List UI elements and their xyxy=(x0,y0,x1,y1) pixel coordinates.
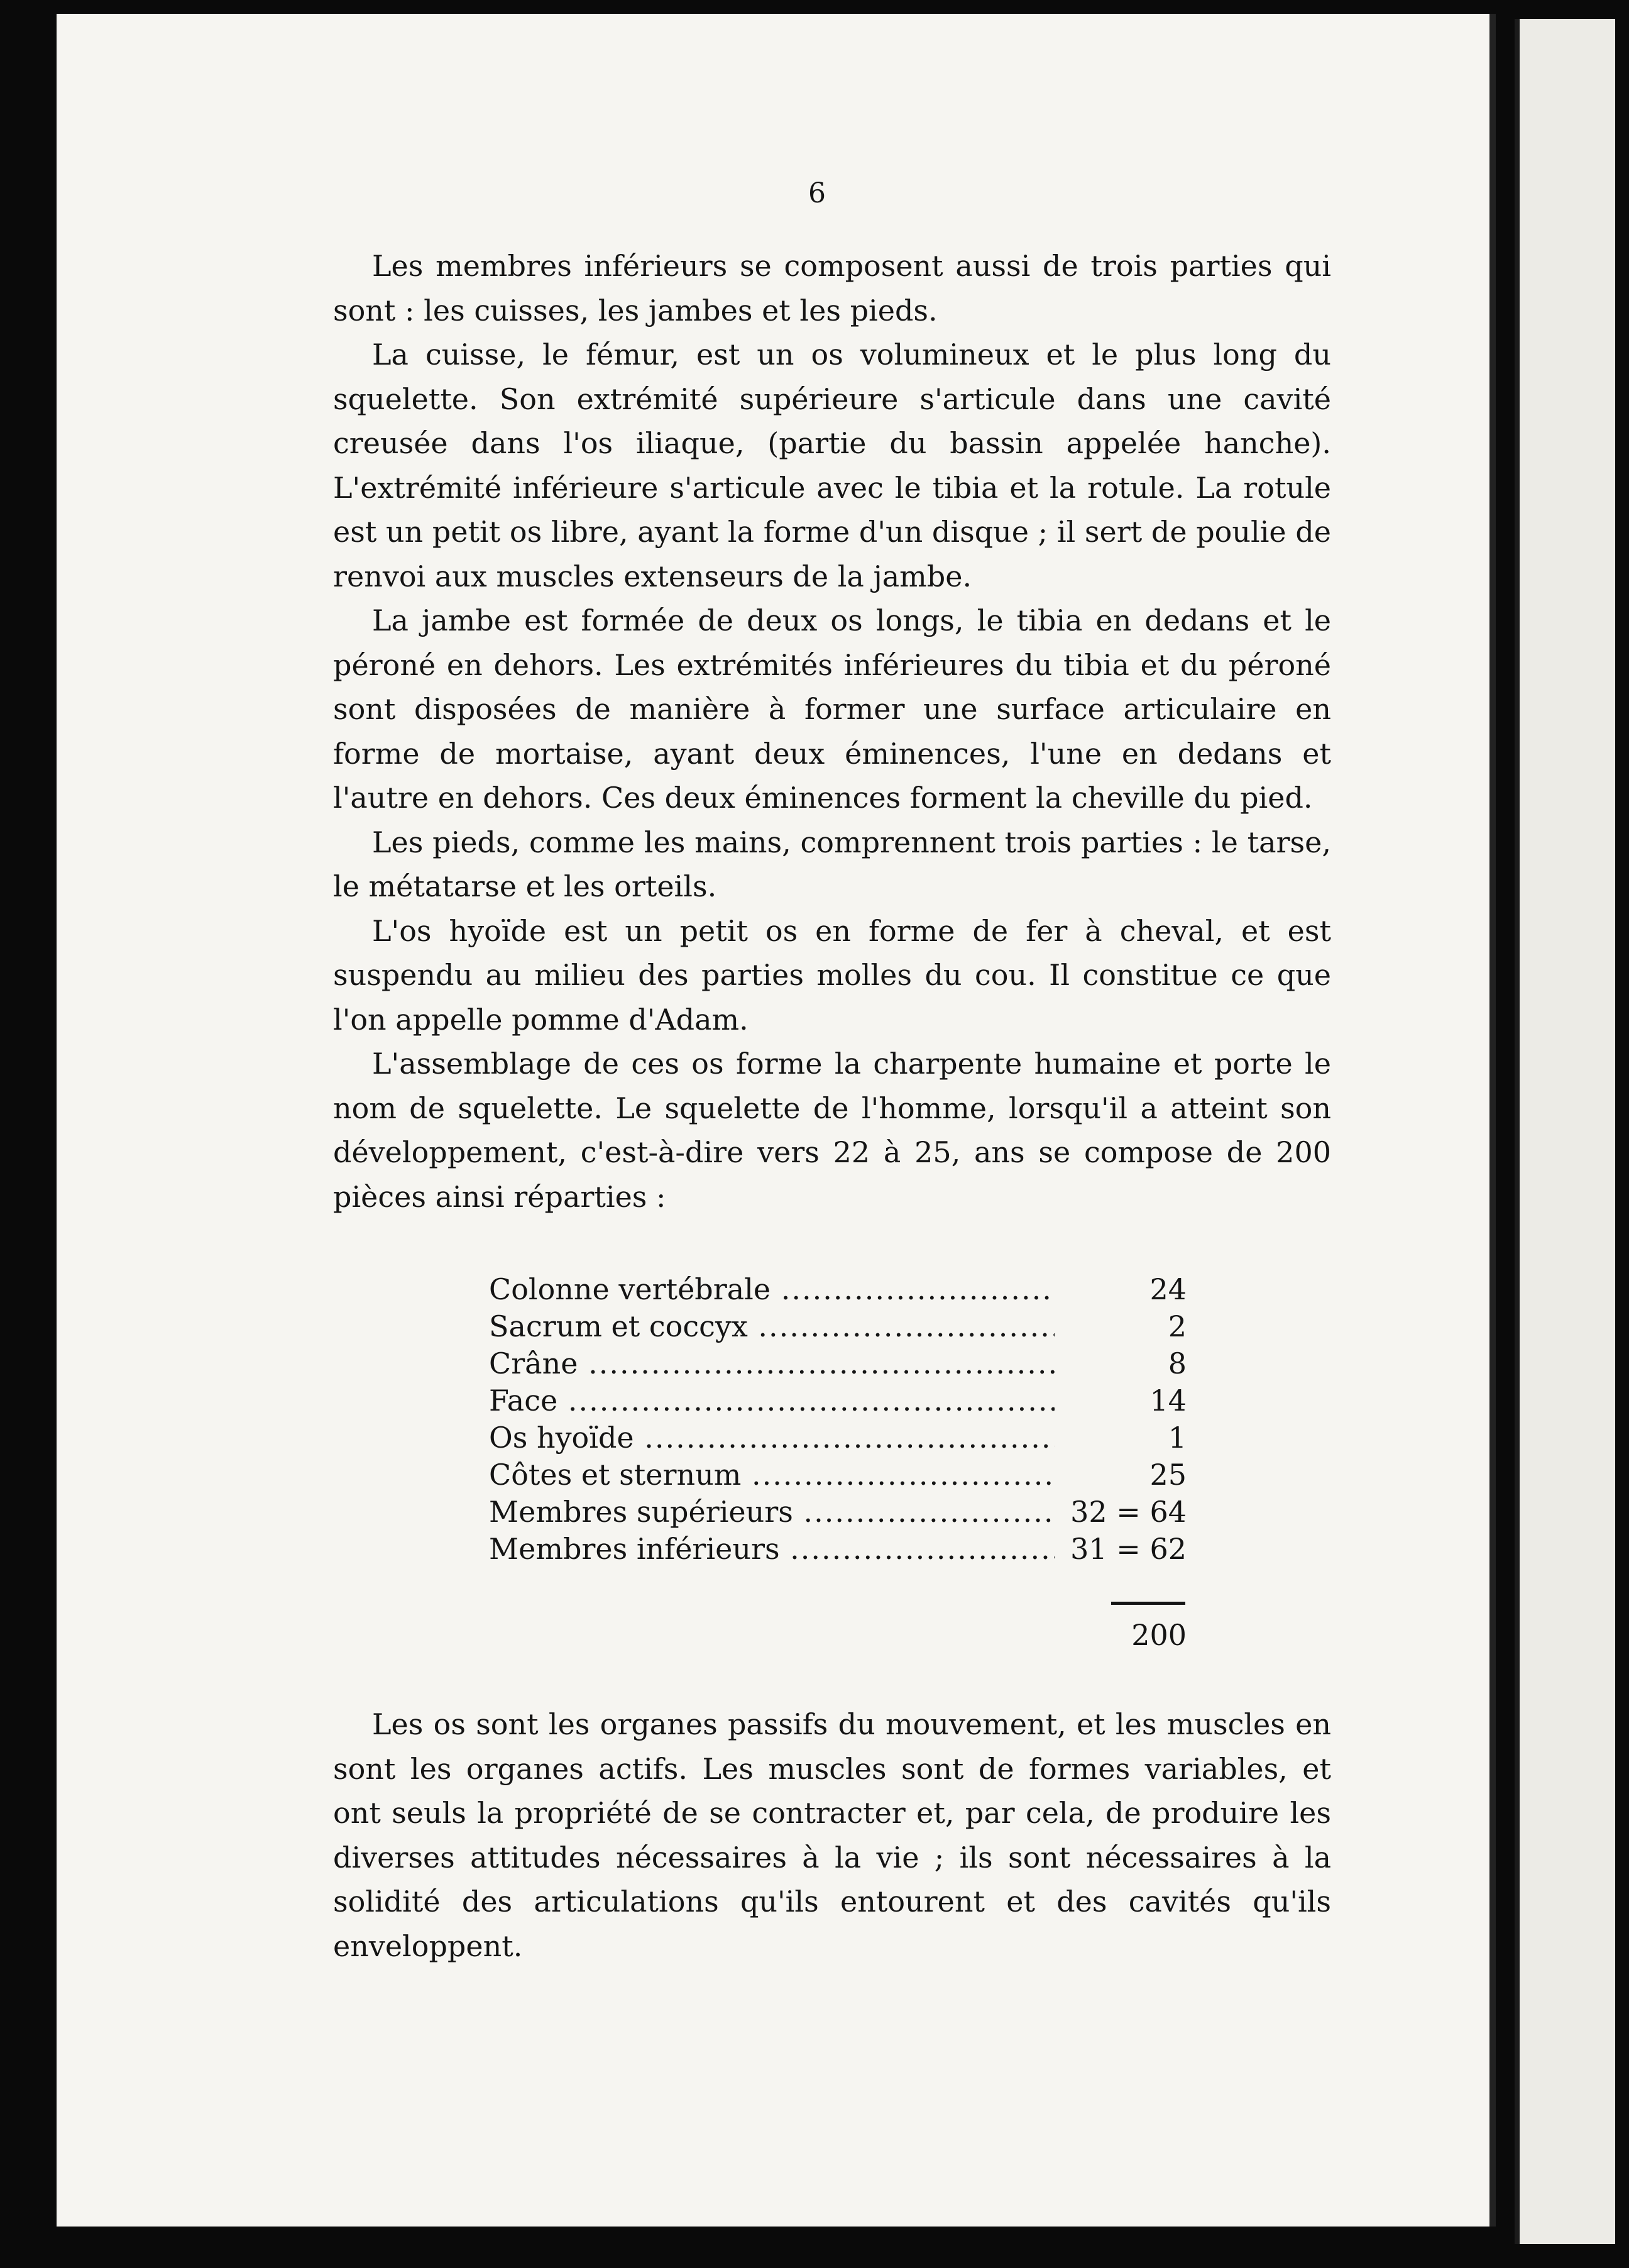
leader-dots xyxy=(557,1384,1055,1418)
body-text xyxy=(333,244,1331,1219)
bone-name: Membres supérieurs xyxy=(489,1495,793,1529)
table-row xyxy=(489,1531,1187,1568)
bone-name: Crâne xyxy=(489,1346,578,1380)
paragraph-feet: Les pieds, comme les mains, comprennent trois parties : le tarse, le métatarse et les orteils. xyxy=(333,825,1331,903)
bone-name: Os hyoïde xyxy=(489,1421,634,1455)
table-row xyxy=(489,1308,1187,1345)
bone-count: 24 xyxy=(1149,1272,1187,1306)
adjacent-page-edge xyxy=(1515,19,1615,2244)
leader-dots xyxy=(780,1532,1055,1566)
bone-count: 8 xyxy=(1168,1346,1187,1380)
paragraph-muscles: Les os sont les organes passifs du mouvement, et les muscles en sont les organes actifs. Les muscles sont de formes variables, et ont seuls la propriété de se contracter et, par cela, de produire les diverses attitudes nécessaires à la vie ; ils sont nécessaires à la solidité des articulations qu'ils entourent et des cavités qu'ils enveloppent. xyxy=(333,1707,1331,1963)
page-number: 6 xyxy=(808,177,826,209)
paragraph-thigh: La cuisse, le fémur, est un os volumineux et le plus long du squelette. Son extrémité supérieure s'articule dans une cavité creusée dans l'os iliaque, (partie du bassin appelée hanche). L'extrémité inférieure s'articule avec le tibia et la rotule. La rotule est un petit os libre, ayant la forme d'un disque ; il sert de poulie de renvoi aux muscles extenseurs de la jambe. xyxy=(333,338,1331,593)
leader-dots xyxy=(771,1272,1055,1306)
leader-dots xyxy=(748,1309,1055,1343)
total-rule xyxy=(1111,1602,1185,1605)
bone-name: Face xyxy=(489,1384,558,1418)
bone-count: 31 = 62 xyxy=(1070,1532,1187,1566)
bone-count: 14 xyxy=(1149,1384,1187,1418)
leader-dots xyxy=(634,1421,1055,1455)
table-row xyxy=(489,1419,1187,1456)
leader-dots xyxy=(793,1495,1055,1529)
bone-name: Colonne vertébrale xyxy=(489,1272,771,1306)
leader-dots xyxy=(741,1458,1055,1492)
bone-count-table xyxy=(489,1271,1187,1568)
bone-count: 25 xyxy=(1149,1458,1187,1492)
bone-name: Membres inférieurs xyxy=(489,1532,780,1566)
table-row xyxy=(489,1382,1187,1419)
table-row xyxy=(489,1456,1187,1494)
bone-count: 32 = 64 xyxy=(1070,1495,1187,1529)
paragraph-hyoid: L'os hyoïde est un petit os en forme de fer à cheval, et est suspendu au milieu des parties molles du cou. Il constitue ce que l'on appelle pomme d'Adam. xyxy=(333,913,1331,1037)
paragraph-skeleton: L'assemblage de ces os forme la charpente humaine et porte le nom de squelette. Le squelette de l'homme, lorsqu'il a atteint son développement, c'est-à-dire vers 22 à 25, ans se compose de 200 pièces ainsi réparties : xyxy=(333,1047,1331,1214)
paragraph-leg: La jambe est formée de deux os longs, le tibia en dedans et le péroné en dehors. Les extrémités inférieures du tibia et du péroné sont disposées de manière à former une surface articulaire en forme de mortaise, ayant deux éminences, l'une en dedans et l'autre en dehors. Ces deux éminences forment la cheville du pied. xyxy=(333,603,1331,815)
bone-name: Sacrum et coccyx xyxy=(489,1309,748,1343)
table-row xyxy=(489,1345,1187,1382)
paragraph-lower-limbs: Les membres inférieurs se composent aussi de trois parties qui sont : les cuisses, les jambes et les pieds. xyxy=(333,249,1331,328)
table-row xyxy=(489,1271,1187,1308)
table-row xyxy=(489,1494,1187,1531)
closing-text xyxy=(333,1702,1331,1968)
leader-dots xyxy=(578,1346,1055,1380)
bone-name: Côtes et sternum xyxy=(489,1458,742,1492)
bone-count: 2 xyxy=(1168,1309,1187,1343)
bone-count: 1 xyxy=(1168,1421,1187,1455)
bone-total: 200 xyxy=(1131,1618,1187,1652)
